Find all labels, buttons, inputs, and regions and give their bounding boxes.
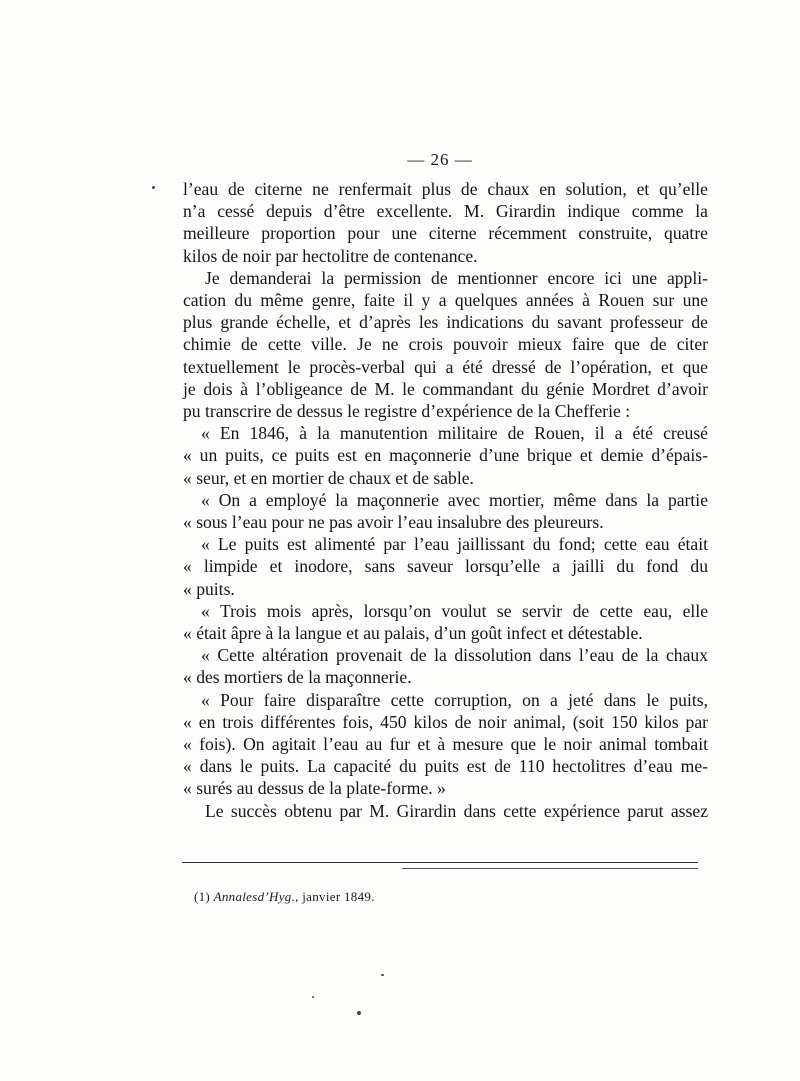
quote-line: « en trois différentes fois, 450 kilos de noir animal, (soit 150 kilos par <box>183 711 708 732</box>
quote-line: « Pour faire disparaître cette corruption, on a jeté dans le puits, <box>201 689 708 710</box>
quote-line: « On a employé la maçonnerie avec mortier, même dans la partie <box>201 489 708 510</box>
quote-line: « dans le puits. La capacité du puits est de 110 hectolitres d’eau me- <box>183 756 708 777</box>
page-number: — 26 — <box>407 150 473 169</box>
body-text <box>183 178 708 822</box>
text-line: n’a cessé depuis d’être excellente. M. Girardin indique comme la <box>183 201 708 222</box>
text-line: cation du même genre, faite il y a quelques années à Rouen sur une <box>183 290 708 311</box>
quote-line: « Cette altération provenait de la dissolution dans l’eau de la chaux <box>201 645 708 666</box>
footnote-rule <box>182 862 698 863</box>
footnote-source: Annalesd’Hyg., <box>213 889 299 904</box>
quote-line: « des mortiers de la maçonnerie. <box>183 667 412 688</box>
text-line: Je demanderai la permission de mentionner encore ici une appli- <box>205 267 708 288</box>
text-line: meilleure proportion pour une citerne récemment construite, quatre <box>183 223 708 244</box>
footnote-rule-secondary <box>402 868 698 869</box>
print-speck <box>152 186 155 189</box>
quote-line: « Le puits est alimenté par l’eau jaillissant du fond; cette eau était <box>201 534 708 555</box>
text-line: chimie de cette ville. Je ne crois pouvoir mieux faire que de citer <box>183 334 708 355</box>
footnote-marker: (1) <box>194 889 211 904</box>
quote-line: « un puits, ce puits est en maçonnerie d’une brique et demie d’épais- <box>183 445 708 466</box>
text-line: kilos de noir par hectolitre de contenance. <box>183 245 478 266</box>
quote-line: « sous l’eau pour ne pas avoir l’eau insalubre des pleureurs. <box>183 512 604 533</box>
quote-line: « limpide et inodore, sans saveur lorsqu’elle a jailli du fond du <box>183 556 708 577</box>
text-line: plus grande échelle, et d’après les indications du savant professeur de <box>183 312 708 333</box>
quote-line: « Trois mois après, lorsqu’on voulut se servir de cette eau, elle <box>201 600 708 621</box>
quote-line: « fois). On agitait l’eau au fur et à mesure que le noir animal tombait <box>183 734 708 755</box>
quote-line: « En 1846, à la manutention militaire de Rouen, il a été creusé <box>201 423 708 444</box>
footnote <box>194 889 375 905</box>
print-speck <box>357 1011 361 1015</box>
quote-line: « seur, et en mortier de chaux et de sable. <box>183 467 474 488</box>
text-line: textuellement le procès-verbal qui a été dressé de l’opération, et que <box>183 356 708 377</box>
print-speck <box>381 974 384 976</box>
quote-line: « était âpre à la langue et au palais, d’un goût infect et détestable. <box>183 623 643 644</box>
quote-line: « puits. <box>183 578 235 599</box>
text-line: l’eau de citerne ne renfermait plus de chaux en solution, et qu’elle <box>183 179 708 199</box>
text-line: Le succès obtenu par M. Girardin dans cette expérience parut assez <box>205 800 708 821</box>
footnote-date: janvier 1849. <box>302 889 375 904</box>
text-line: pu transcrire de dessus le registre d’expérience de la Chefferie : <box>183 401 631 422</box>
print-speck <box>312 996 314 998</box>
quote-line: « surés au dessus de la plate-forme. » <box>183 778 446 799</box>
text-line: je dois à l’obligeance de M. le commandant du génie Mordret d’avoir <box>183 378 708 399</box>
